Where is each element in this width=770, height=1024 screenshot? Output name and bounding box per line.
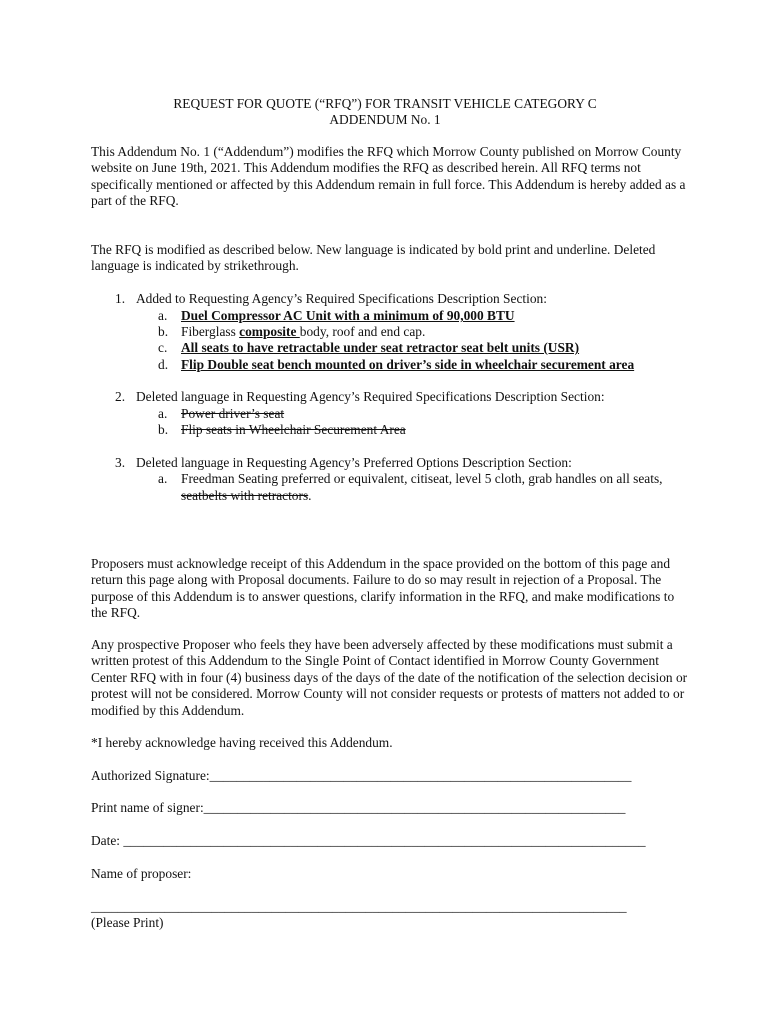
section-2-a-letter: a. <box>158 406 168 421</box>
proposer-label: Name of proposer: <box>91 866 192 881</box>
section-1-b-pre: Fiberglass <box>181 324 240 339</box>
section-1-b-bold: composite <box>239 324 300 339</box>
title-line-2: ADDENDUM No. 1 <box>329 112 441 127</box>
section-1-b-post: body, roof and end cap. <box>299 324 426 339</box>
section-2-b-letter: b. <box>158 422 169 437</box>
proposers-paragraph: Proposers must acknowledge receipt of this Addendum in the space provided on the bottom of this page and return this page along with Proposal documents. Failure to do so may result in rejection of a Proposal. The purpose of this Addendum is to answer questions, clarify information in the RFQ, and make modifications to the RFQ. <box>91 556 675 621</box>
section-3-a-end: . <box>308 488 312 503</box>
section-3-number: 3. <box>115 455 126 470</box>
print-name-field[interactable]: Print name of signer:_______________________________________________________________ <box>91 800 626 815</box>
section-3-heading: Deleted language in Requesting Agency’s Preferred Options Description Section: <box>136 455 572 470</box>
signature-field[interactable]: Authorized Signature:_______________________________________________________________ <box>91 768 632 783</box>
protest-paragraph: Any prospective Proposer who feels they have been adversely affected by these modifications must submit a written protest of this Addendum to the Single Point of Contact identified in Morrow County Government Center RFQ with in four (4) business days of the days of the date of the notification of the selection decision or protest will not be considered. Morrow County will not consider requests or protests of matters not added to or modified by this Addendum. <box>91 637 688 718</box>
modified-paragraph: The RFQ is modified as described below. New language is indicated by bold print and underline. Deleted language is indicated by strikethrough. <box>91 242 656 274</box>
section-3-a-letter: a. <box>158 471 168 486</box>
section-1-c-text: All seats to have retractable under seat retractor seat belt units (USR) <box>181 340 580 355</box>
section-1-b-line <box>181 324 425 340</box>
section-1-heading: Added to Requesting Agency’s Required Specifications Description Section: <box>136 291 547 306</box>
section-2-b-text: Flip seats in Wheelchair Securement Area <box>181 422 406 437</box>
section-1-number: 1. <box>115 291 126 306</box>
section-3-a-line2 <box>181 488 312 504</box>
section-3-a-struck: seatbelts with retractors <box>181 488 309 503</box>
section-1-a-text: Duel Compressor AC Unit with a minimum of 90,000 BTU <box>181 308 515 323</box>
section-1-d-text: Flip Double seat bench mounted on driver’s side in wheelchair securement area <box>181 357 635 372</box>
section-2-heading: Deleted language in Requesting Agency’s Required Specifications Description Section: <box>136 389 605 404</box>
date-field[interactable]: Date: ______________________________________________________________________________ <box>91 833 646 848</box>
section-1-d-letter: d. <box>158 357 169 372</box>
title-line-1: REQUEST FOR QUOTE (“RFQ”) FOR TRANSIT VEHICLE CATEGORY C <box>173 96 597 111</box>
section-2-number: 2. <box>115 389 126 404</box>
acknowledge-statement: *I hereby acknowledge having received this Addendum. <box>91 735 393 750</box>
intro-paragraph: This Addendum No. 1 (“Addendum”) modifies the RFQ which Morrow County published on Morrow County website on June 19th, 2021. This Addendum modifies the RFQ as described herein. All RFQ terms not specifically mentioned or affected by this Addendum remain in full force. This Addendum is hereby added as a part of the RFQ. <box>91 144 686 209</box>
section-1-c-letter: c. <box>158 340 168 355</box>
proposer-name-line[interactable]: ________________________________________________________________________________ <box>91 899 627 914</box>
section-3-a-line1: Freedman Seating preferred or equivalent, citiseat, level 5 cloth, grab handles on all seats, <box>181 471 663 486</box>
section-2-a-text: Power driver’s seat <box>181 406 285 421</box>
section-1-a-letter: a. <box>158 308 168 323</box>
section-1-b-letter: b. <box>158 324 169 339</box>
please-print-note: (Please Print) <box>91 915 164 930</box>
